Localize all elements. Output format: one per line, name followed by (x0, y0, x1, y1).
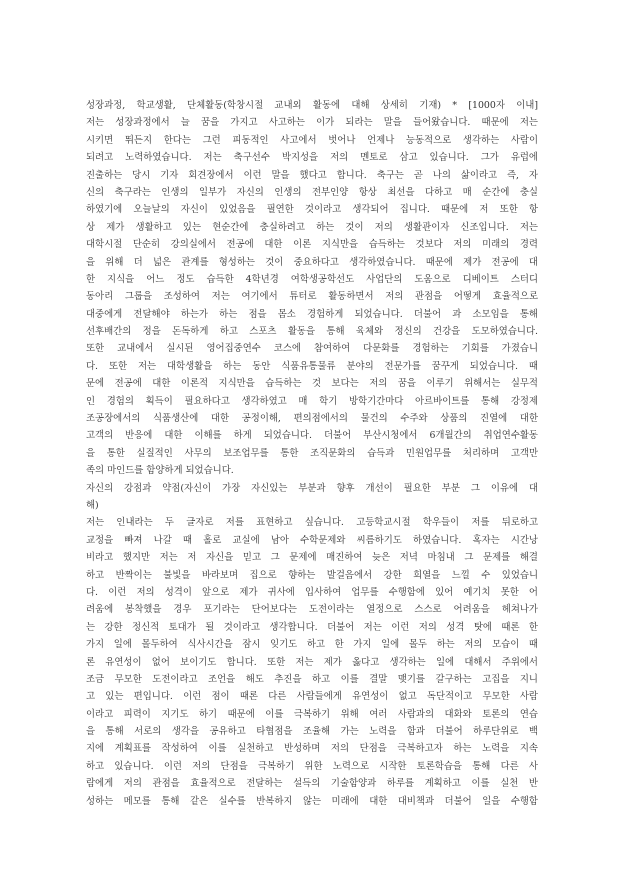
document-page (86, 97, 538, 810)
text-line: 대학시절 단순히 강의실에서 전공에 대한 이론 지식만을 습득하는 것보다 저의 미래의 경력 (86, 239, 538, 251)
text-line: 조금 무모한 도전이라고 조언을 해도 추진을 하고 이를 결말 맺기를 갈구하는 고집을 지니 (86, 673, 538, 685)
text-line: 하였기에 오늘날의 자신이 있었음을 필연한 것이라고 생각되어 집니다. 때문에 저 또한 항 (86, 204, 538, 216)
text-line: 이라고 피력이 지기도 하기 때문에 이를 극복하기 위해 여러 사람과의 대화와 토론의 연습 (86, 708, 538, 720)
text-line: 론 유연성이 없어 보이기도 합니다. 또한 저는 제가 옳다고 생각하는 일에 대해서 주위에서 (86, 656, 538, 668)
text-line: 저는 인내라는 두 글자로 저를 표현하고 싶습니다. 고등학교시절 학우들이 저를 뒤로하고 (86, 517, 538, 529)
text-line: 인 경험의 획득이 필요하다고 생각하였고 매 학기 방학기간마다 아르바이트를 통해 강정제 (86, 395, 538, 407)
line-question-2: 자신의 강점과 약점(자신이 가장 자신있는 부분과 향후 개선이 필요한 부분 그 이유에 대 (86, 482, 538, 494)
text-line: 고 있는 편입니다. 이런 점이 때론 다른 사람들에게 유연성이 없고 독단적이고 무모한 사람 (86, 691, 538, 703)
text-line: 을 통해 서로의 생각을 공유하고 타협점을 조율해 가는 노력을 함과 더불어 하루단위로 백 (86, 726, 538, 738)
text-line: 을 통한 실질적인 사무의 보조업무를 통한 조직문화의 습득과 민원업무를 처리하며 고객만 (86, 447, 538, 459)
text-line: 조공장에서의 식품생산에 대한 공정이해, 편의점에서의 물건의 수주와 상품의 진열에 대한 (86, 413, 538, 425)
text-line: 람에게 저의 관점을 효율적으로 전달하는 설득의 기술함양과 하루를 계획하고 이를 실천 반 (86, 778, 538, 790)
text-line: 는 강한 정신적 토대가 될 것이라고 생각합니다. 더불어 저는 이런 저의 성격 탓에 때론 한 (86, 621, 538, 633)
text-line: 저는 성장과정에서 늘 꿈을 가지고 사고하는 이가 되라는 말을 들어왔습니다. 때문에 저는 (86, 117, 538, 129)
text-line: 교정을 빠져 나갈 때 홀로 교실에 남아 수학문제와 씨름하기도 하였습니다. 혹자는 시간낭 (86, 534, 538, 546)
text-line: 시키면 뛰든지 한다는 그런 피동적인 사고에서 벗어나 언제나 능동적으로 생각하는 사람이 (86, 134, 538, 146)
line-question-1: 성장과정, 학교생활, 단체활동(학창시절 교내외 활동에 대해 상세히 기재) * [1000자 이내] (86, 100, 538, 111)
text-line: 을 위해 더 넓은 관계를 형성하는 것이 중요하다고 생각하였습니다. 때문에 제가 전공에 대 (86, 256, 538, 268)
text-line: 가지 일에 몰두하여 식사시간을 잠시 잊기도 하고 한 가지 일에 몰두 하는 저의 모습이 때 (86, 639, 538, 651)
text-line: 하고 있습니다. 이런 저의 단점을 극복하기 위한 노력으로 시작한 토론학습을 통해 다른 사 (86, 760, 538, 772)
line-question-2-end: 해) (86, 499, 99, 511)
text-line: 다. 이런 저의 성격이 앞으로 제가 귀사에 입사하여 업무를 수행함에 있어 예기치 못한 어 (86, 586, 538, 598)
text-line: 문에 전공에 대한 이론적 지식만을 습득하는 것 보다는 저의 꿈을 이루기 위해서는 실무적 (86, 378, 538, 390)
text-line: 하고 반짝이는 불빛을 바라보며 집으로 향하는 발걸음에서 강한 희열을 느낄 수 있었습니 (86, 569, 538, 581)
text-line: 고객의 반응에 대한 이해를 하게 되었습니다. 더불어 부산시청에서 6개월간의 취업연수활동 (86, 430, 538, 442)
text-line: 지에 계획표를 작성하여 이를 실천하고 반성하며 저의 단점을 극복하고자 하는 노력을 지속 (86, 743, 538, 755)
text-line: 선후배간의 정을 돈독하게 하고 스포츠 활동을 통해 육체와 정신의 건강을 도모하였습니다. (86, 326, 538, 338)
text-line: 족의 마인드를 함양하게 되었습니다. (86, 465, 234, 477)
text-line: 다. 또한 저는 대학생활을 하는 동안 식품유통물류 분야의 전문가를 꿈꾸게 되었습니다. 때 (86, 360, 538, 372)
text-line: 비라고 했지만 저는 저 자신을 믿고 그 문제에 매진하여 늦은 저녁 마침내 그 문제를 해결 (86, 552, 538, 564)
text-line: 되려고 노력하였습니다. 저는 축구선수 박지성을 저의 멘토로 삼고 있습니다. 그가 유럽에 (86, 152, 538, 164)
text-line: 성하는 메모를 통해 같은 실수를 반복하지 않는 미래에 대한 대비책과 더불어 일을 수행함 (86, 795, 538, 807)
text-line: 대중에게 전달해야 하는가 하는 점을 몸소 경험하게 되었습니다. 더불어 과 소모임을 통해 (86, 308, 538, 320)
text-line: 또한 교내에서 실시된 영어집중연수 코스에 참여하여 다문화를 경험하는 기회를 가졌습니 (86, 343, 538, 355)
text-line: 진출하는 당시 기자 회견장에서 이런 말을 했다고 합니다. 축구는 곧 나의 삶이라고 즉, 자 (86, 169, 538, 181)
text-line: 신의 축구라는 인생의 일부가 자신의 인생의 전부인양 항상 최선을 다하고 매 순간에 충실 (86, 186, 538, 198)
text-line: 상 제가 생활하고 있는 현순간에 충실하려고 하는 것이 저의 생활관이자 신조입니다. 저는 (86, 221, 538, 233)
text-line: 려움에 봉착했을 경우 포기라는 단어보다는 도전이라는 열정으로 스스로 어려움을 헤쳐나가 (86, 604, 538, 616)
text-line: 한 지식을 어느 정도 습득한 4학년경 여학생공학선도 사업단의 도움으로 디베이트 스터디 (86, 273, 538, 285)
text-line: 동아리 그룹을 조성하여 저는 여기에서 튜터로 활동하면서 저의 관점을 어떻게 효율적으로 (86, 291, 538, 303)
